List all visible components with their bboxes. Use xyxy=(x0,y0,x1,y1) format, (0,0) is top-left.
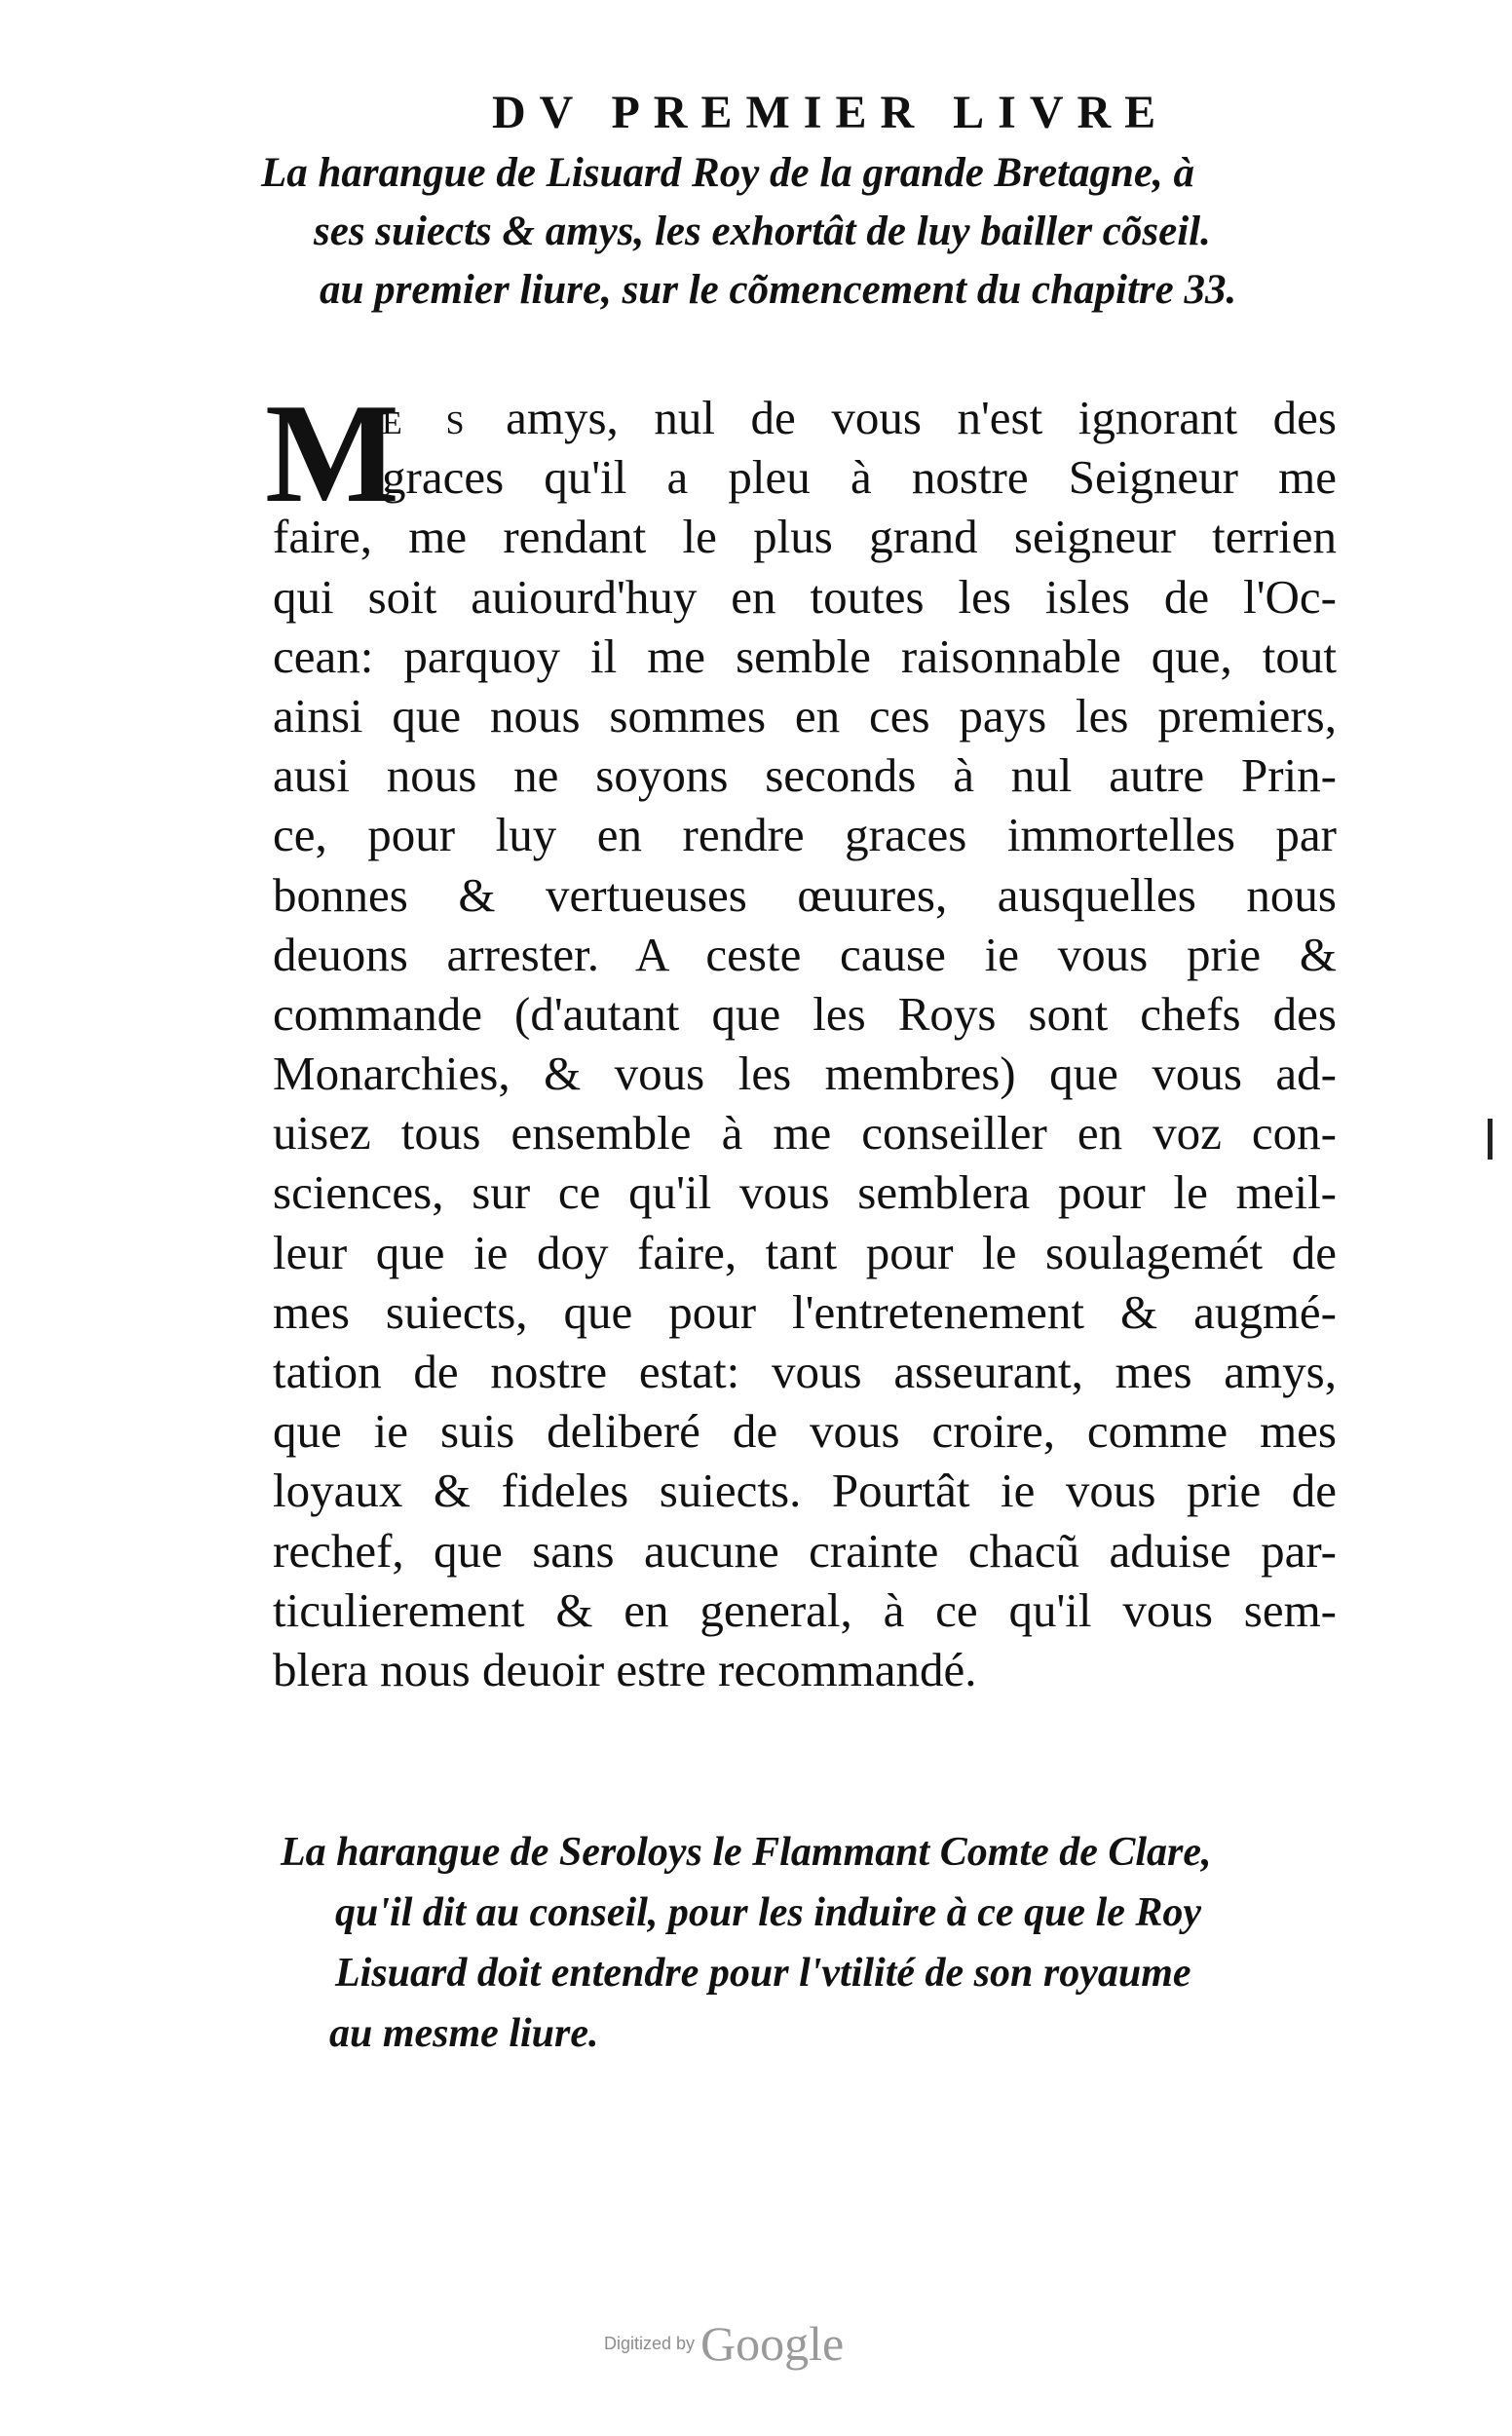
digitized-by-label: Digitized by xyxy=(604,2333,696,2353)
text-line: sciences, sur ce qu'il vous semblera pour le meil- xyxy=(273,1165,1337,1220)
text-line: que ie suis deliberé de vous croire, comme mes xyxy=(273,1404,1337,1459)
text-line: Monarchies, & vous les membres) que vous ad- xyxy=(273,1047,1337,1101)
heading-line: ses suiects & amys, les exhortât de luy bailler cõseil. xyxy=(314,209,1211,254)
text-line: bonnes & vertueuses œuures, ausquelles nous xyxy=(273,867,1337,922)
text-line: rechef, que sans aucune crainte chacũ aduise par- xyxy=(273,1523,1337,1578)
text-line: leur que ie doy faire, tant pour le soulagemét de xyxy=(273,1225,1337,1279)
text-line: ticulierement & en general, à ce qu'il vous sem- xyxy=(273,1582,1337,1637)
heading-line: au mesme liure. xyxy=(329,2011,599,2056)
text-line: mes suiects, que pour l'entretenement & augmé- xyxy=(273,1284,1337,1339)
text-line xyxy=(273,388,1337,447)
text-line: commande (d'autant que les Roys sont chefs des xyxy=(273,986,1337,1041)
drop-cap: M xyxy=(265,374,399,532)
heading-line: La harangue de Seroloys le Flammant Comte de Clare, xyxy=(281,1830,1212,1875)
heading-line: qu'il dit au conseil, pour les induire à ce que le Roy xyxy=(335,1890,1202,1935)
section-heading-lisuard xyxy=(261,144,1236,320)
text-line: ausi nous ne soyons seconds à nul autre Prin- xyxy=(273,748,1337,803)
text-line: ainsi que nous sommes en ces pays les premiers, xyxy=(273,688,1337,742)
text-line: blera nous deuoir estre recommandé. xyxy=(273,1642,977,1696)
text-line: uisez tous ensemble à me conseiller en voz con- xyxy=(273,1106,1337,1161)
text-line: qui soit auiourd'huy en toutes les isles de l'Oc- xyxy=(273,569,1337,624)
section-heading-seroloys xyxy=(281,1822,1212,2064)
body-paragraph xyxy=(273,388,1337,1699)
heading-line: au premier liure, sur le cõmencement du chapitre 33. xyxy=(320,267,1237,313)
running-head: DV PREMIER LIVRE xyxy=(492,87,1170,138)
heading-line: La harangue de Lisuard Roy de la grande Bretagne, à xyxy=(261,150,1194,196)
text-line-content: amys, nul de vous n'est ignorant des xyxy=(506,391,1337,444)
text-line: deuons arrester. A ceste cause ie vous prie & xyxy=(273,927,1337,981)
digitization-watermark xyxy=(604,2315,896,2372)
google-wordmark: Google xyxy=(700,2316,845,2371)
text-line: cean: parquoy il me semble raisonnable que, tout xyxy=(273,628,1337,683)
text-line: graces qu'il a pleu à nostre Seigneur me xyxy=(382,450,1337,505)
opening-caps: E S xyxy=(382,405,471,441)
text-line: tation de nostre estat: vous asseurant, mes amys, xyxy=(273,1345,1337,1398)
text-line: loyaux & fideles suiects. Pourtât ie vous prie de xyxy=(273,1464,1337,1518)
text-line: faire, me rendant le plus grand seigneur terrien xyxy=(273,510,1337,564)
margin-rule xyxy=(1488,1119,1493,1160)
text-line: ce, pour luy en rendre graces immortelles par xyxy=(273,808,1337,862)
heading-line: Lisuard doit entendre pour l'vtilité de son royaume xyxy=(335,1951,1191,1996)
